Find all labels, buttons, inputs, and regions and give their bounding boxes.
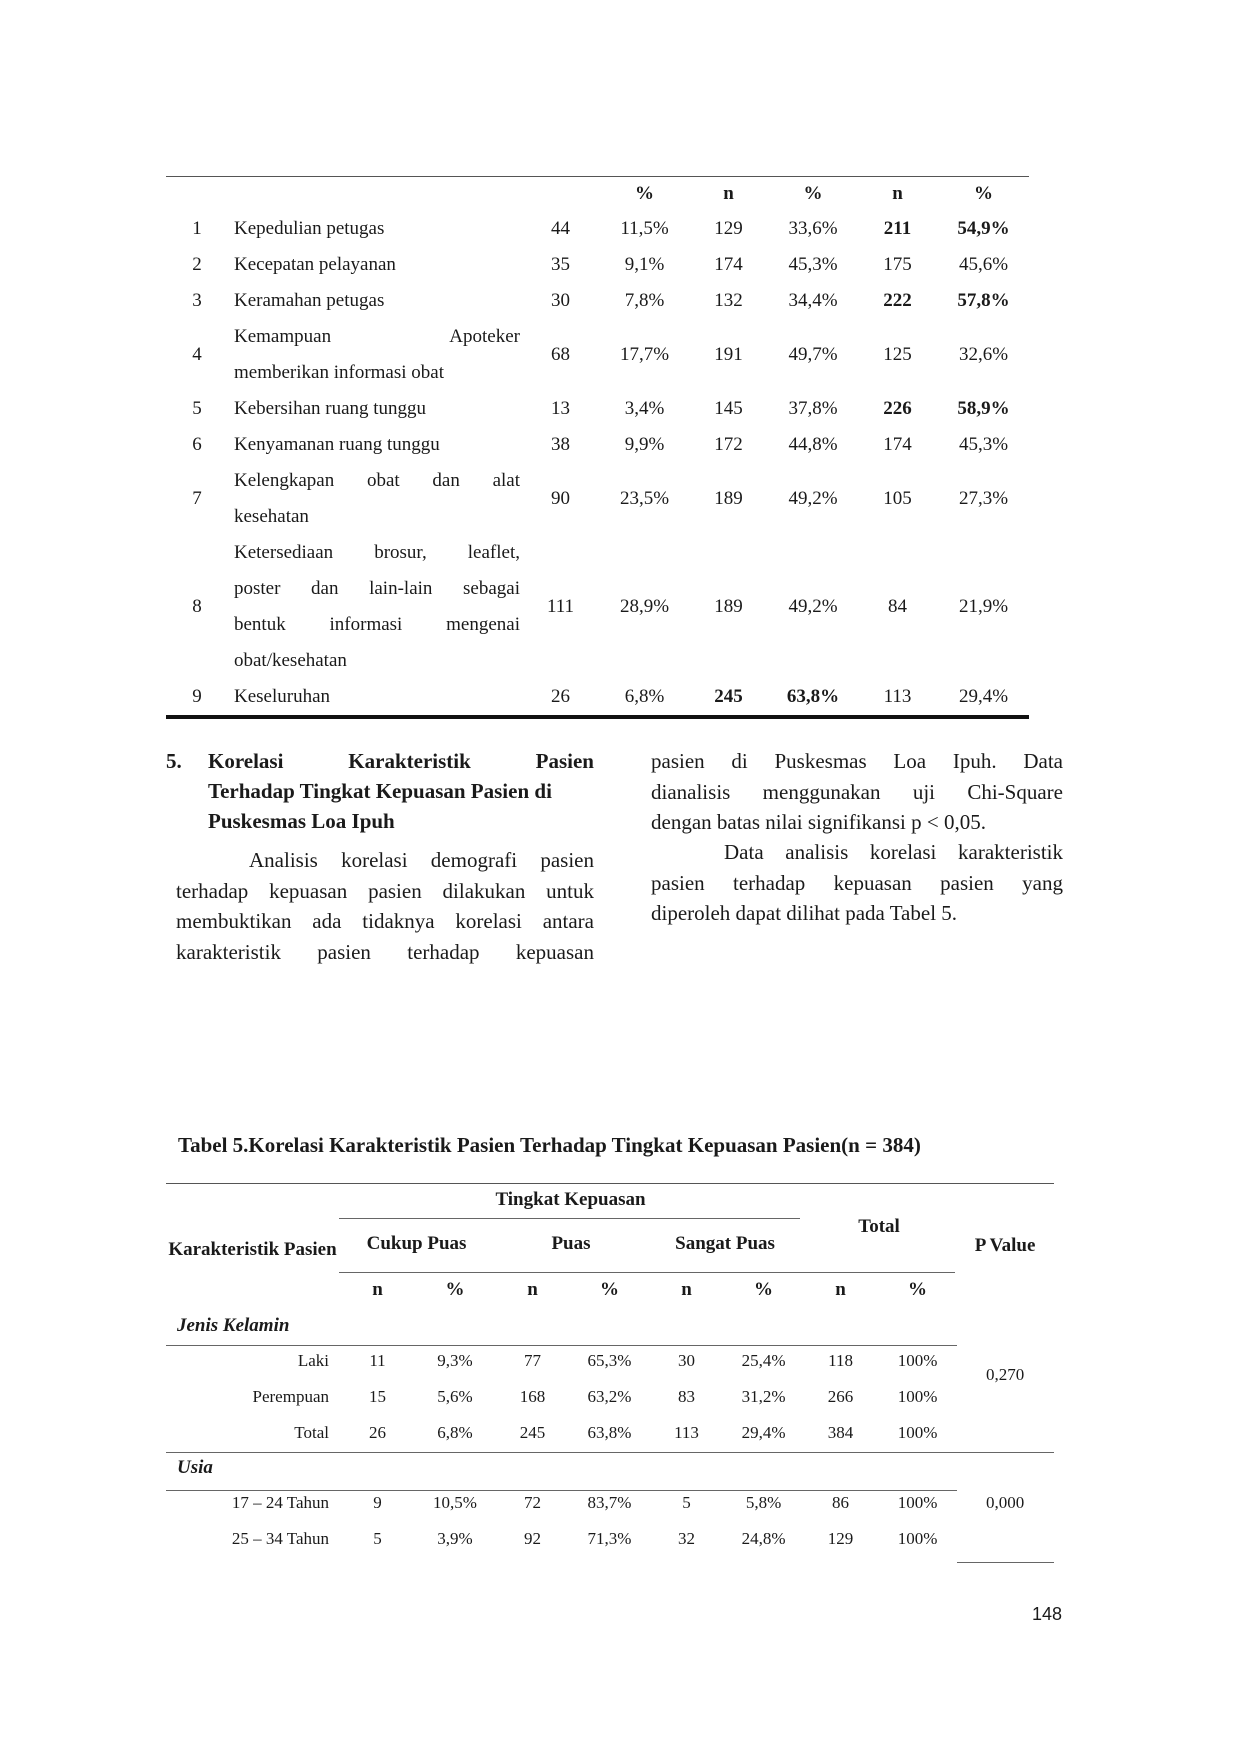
indicator-label-line: poster dan lain-lain sebagai	[234, 578, 520, 599]
value-cell: 266	[827, 1387, 854, 1406]
header-cell: %	[938, 177, 1029, 212]
header-tingkat-kepuasan: Tingkat Kepuasan	[495, 1189, 646, 1210]
indicator-label	[228, 427, 520, 463]
value-cell: 72	[524, 1493, 541, 1512]
header-p-value: P Value	[974, 1235, 1036, 1256]
row-label: 17 – 24 Tahun	[231, 1493, 329, 1512]
value-cell: 9,9%	[624, 434, 665, 455]
satisfaction-table-continued	[166, 176, 1029, 719]
value-cell: 189	[714, 488, 743, 509]
value-cell: 49,2%	[788, 488, 838, 509]
value-cell: 168	[519, 1387, 546, 1406]
value-cell: 174	[714, 254, 743, 275]
value-cell: 100%	[897, 1423, 938, 1442]
header-cukup-puas: Cukup Puas	[366, 1233, 467, 1254]
value-cell: 86	[832, 1493, 850, 1512]
value-cell: 31,2%	[741, 1387, 786, 1406]
paragraph-line: karakteristik pasien terhadap kepuasan	[176, 939, 594, 964]
table-row	[166, 535, 1029, 679]
value-cell: 34,4%	[788, 290, 838, 311]
value-cell: 23,5%	[619, 488, 670, 509]
subheader-cell: %	[445, 1279, 465, 1300]
row-number: 2	[192, 254, 202, 275]
p-value-cell: 0,000	[985, 1493, 1025, 1512]
value-cell: 63,8%	[769, 679, 857, 717]
indicator-label-line: obat/kesehatan	[234, 650, 347, 671]
value-cell: 45,3%	[958, 434, 1009, 455]
row-number: 3	[192, 290, 202, 311]
value-cell: 9,3%	[437, 1351, 473, 1370]
section-title-line: Korelasi Karakteristik Pasien	[208, 749, 594, 773]
paragraph-line: dianalisis menggunakan uji Chi-Square	[651, 779, 1063, 804]
table-row	[166, 463, 1029, 535]
table5-rule	[166, 1490, 957, 1491]
table-row	[166, 1379, 1054, 1415]
header-total: Total	[858, 1216, 900, 1237]
value-cell: 10,5%	[433, 1493, 477, 1512]
indicator-label	[228, 535, 520, 679]
indicator-label-line: Kecepatan pelayanan	[234, 254, 396, 275]
row-label: Perempuan	[252, 1387, 329, 1406]
header-cell: %	[769, 177, 857, 212]
value-cell: 71,3%	[587, 1529, 632, 1548]
row-label: 25 – 34 Tahun	[231, 1529, 329, 1548]
subheader-cell: %	[908, 1279, 928, 1300]
value-cell: 37,8%	[788, 398, 838, 419]
row-number: 8	[192, 596, 202, 617]
paragraph-line: diperoleh dapat dilihat pada Tabel 5.	[651, 901, 958, 925]
row-number: 1	[192, 218, 202, 239]
paragraph-line: Data analisis korelasi karakteristik	[724, 840, 1063, 864]
row-number: 5	[192, 398, 202, 419]
value-cell: 100%	[897, 1493, 938, 1512]
value-cell: 145	[714, 398, 743, 419]
value-cell: 77	[524, 1351, 541, 1370]
indicator-label-line: memberikan informasi obat	[234, 362, 444, 383]
value-cell: 28,9%	[619, 596, 670, 617]
table5-rule	[339, 1218, 800, 1219]
paragraph-line: membuktikan ada tidaknya korelasi antara	[176, 909, 594, 933]
left-paragraph	[176, 845, 594, 967]
value-cell: 63,2%	[587, 1387, 632, 1406]
section-title-line: Terhadap Tingkat Kepuasan Pasien di	[208, 779, 552, 803]
group-row	[166, 1451, 1054, 1485]
value-cell: 113	[674, 1423, 699, 1442]
value-cell: 5,6%	[437, 1387, 473, 1406]
value-cell: 11	[369, 1351, 386, 1370]
value-cell: 54,9%	[957, 218, 1010, 239]
row-label: Total	[294, 1423, 329, 1442]
value-cell: 26	[369, 1423, 386, 1442]
table-row	[166, 211, 1029, 247]
value-cell: 29,4%	[741, 1423, 786, 1442]
value-cell: 129	[827, 1529, 854, 1548]
subheader-cell: %	[600, 1279, 619, 1300]
row-number: 9	[166, 679, 228, 717]
value-cell: 24,8%	[741, 1529, 786, 1548]
header-cell: %	[601, 177, 688, 212]
indicator-label-line: Kemampuan Apoteker	[234, 326, 520, 347]
value-cell: 6,8%	[437, 1423, 473, 1442]
row-label: Laki	[297, 1351, 329, 1370]
value-cell: 5,8%	[745, 1493, 782, 1512]
indicator-label-line: Keramahan petugas	[234, 290, 385, 311]
value-cell: 13	[551, 398, 570, 419]
value-cell: 92	[524, 1529, 541, 1548]
table5-rule	[957, 1562, 1054, 1563]
value-cell: 189	[714, 596, 743, 617]
paragraph-line: pasien terhadap kepuasan pasien yang	[651, 870, 1063, 895]
indicator-label-line: Keseluruhan	[234, 686, 331, 707]
value-cell: 100%	[897, 1351, 938, 1370]
subheader-cell: n	[527, 1279, 538, 1300]
value-cell: 226	[883, 398, 912, 419]
value-cell: 27,3%	[958, 488, 1009, 509]
table-row	[166, 1343, 1054, 1379]
header-sangat-puas: Sangat Puas	[675, 1233, 775, 1254]
group-label: Usia	[177, 1457, 213, 1478]
table-row	[166, 319, 1029, 391]
value-cell: 49,7%	[788, 344, 838, 365]
value-cell: 384	[827, 1423, 854, 1442]
group-label: Jenis Kelamin	[177, 1315, 290, 1336]
value-cell: 68	[551, 344, 570, 365]
table5-caption: Tabel 5.Korelasi Karakteristik Pasien Terhadap Tingkat Kepuasan Pasien(n = 384)	[178, 1133, 921, 1157]
value-cell: 30	[551, 290, 570, 311]
group-spacer	[956, 1309, 1054, 1343]
indicator-label-line: kesehatan	[234, 506, 309, 527]
paragraph-line: terhadap kepuasan pasien dilakukan untuk	[176, 878, 594, 903]
header-cell: n	[857, 177, 938, 212]
group-spacer	[956, 1451, 1054, 1485]
subheader-cell: n	[372, 1279, 383, 1300]
indicator-label	[228, 463, 520, 535]
value-cell: 125	[883, 344, 912, 365]
value-cell: 172	[714, 434, 743, 455]
value-cell: 58,9%	[957, 398, 1010, 419]
table5-rule	[339, 1272, 955, 1273]
indicator-label	[228, 283, 520, 319]
value-cell: 26	[520, 679, 601, 717]
value-cell: 7,8%	[624, 290, 665, 311]
value-cell: 9,1%	[624, 254, 665, 275]
header-cell: n	[688, 177, 769, 212]
indicator-label-line: Kebersihan ruang tunggu	[234, 398, 427, 419]
right-paragraph-2	[651, 837, 1063, 929]
subheader-cell: n	[681, 1279, 692, 1300]
section-title-line: Puskesmas Loa Ipuh	[208, 809, 395, 833]
value-cell: 105	[883, 488, 912, 509]
page-number: 148	[1032, 1604, 1063, 1624]
value-cell: 245	[688, 679, 769, 717]
value-cell: 11,5%	[620, 218, 669, 239]
value-cell: 17,7%	[619, 344, 670, 365]
value-cell: 38	[551, 434, 570, 455]
value-cell: 45,6%	[958, 254, 1009, 275]
table5-rule	[166, 1452, 1054, 1453]
table-row	[166, 391, 1029, 427]
value-cell: 175	[883, 254, 912, 275]
value-cell: 111	[546, 596, 575, 617]
value-cell: 100%	[897, 1529, 938, 1548]
table-row	[166, 1415, 1054, 1451]
paragraph-line: pasien di Puskesmas Loa Ipuh. Data	[651, 749, 1063, 773]
paragraph-line: dengan batas nilai signifikansi p < 0,05.	[651, 810, 986, 834]
indicator-label-line: Kepedulian petugas	[234, 218, 385, 239]
value-cell: 29,4%	[938, 679, 1029, 717]
indicator-label	[228, 679, 520, 717]
group-row	[166, 1309, 1054, 1343]
value-cell: 5	[682, 1493, 691, 1512]
subheader-cell: %	[754, 1279, 774, 1300]
value-cell: 21,9%	[958, 596, 1009, 617]
value-cell: 118	[828, 1351, 853, 1370]
header-puas: Puas	[551, 1233, 591, 1254]
indicator-label	[228, 319, 520, 391]
right-paragraph-1	[651, 746, 1063, 838]
value-cell: 211	[883, 218, 912, 239]
value-cell: 49,2%	[788, 596, 838, 617]
table-row	[166, 283, 1029, 319]
value-cell: 32,6%	[958, 344, 1009, 365]
indicator-label-line: Ketersediaan brosur, leaflet,	[234, 542, 520, 563]
value-cell: 84	[888, 596, 907, 617]
row-number: 6	[192, 434, 202, 455]
table-row	[166, 679, 1029, 717]
value-cell: 57,8%	[957, 290, 1010, 311]
indicator-label-line: bentuk informasi mengenai	[234, 614, 520, 635]
indicator-label	[228, 391, 520, 427]
value-cell: 129	[714, 218, 743, 239]
value-cell: 5	[373, 1529, 382, 1548]
value-cell: 113	[857, 679, 938, 717]
value-cell: 6,8%	[601, 679, 688, 717]
value-cell: 35	[551, 254, 570, 275]
value-cell: 90	[551, 488, 570, 509]
table5	[166, 1183, 1054, 1557]
value-cell: 83	[678, 1387, 695, 1406]
value-cell: 44,8%	[788, 434, 838, 455]
value-cell: 100%	[897, 1387, 938, 1406]
value-cell: 65,3%	[587, 1351, 632, 1370]
table-row	[166, 247, 1029, 283]
value-cell: 245	[519, 1423, 546, 1442]
p-value-cell: 0,270	[985, 1365, 1025, 1384]
value-cell: 174	[883, 434, 912, 455]
value-cell: 3,4%	[624, 398, 665, 419]
row-number: 4	[192, 344, 202, 365]
section-heading	[166, 746, 594, 836]
table-row	[166, 427, 1029, 463]
value-cell: 222	[883, 290, 912, 311]
indicator-label	[228, 211, 520, 247]
section-number: 5.	[166, 749, 182, 773]
value-cell: 32	[678, 1529, 695, 1548]
value-cell: 191	[714, 344, 743, 365]
subheader-cell: n	[835, 1279, 846, 1300]
value-cell: 9	[373, 1493, 382, 1512]
value-cell: 33,6%	[788, 218, 838, 239]
indicator-label	[228, 247, 520, 283]
table-row	[166, 1521, 1054, 1557]
paragraph-line: Analisis korelasi demografi pasien	[249, 848, 594, 872]
value-cell: 15	[369, 1387, 386, 1406]
table5-rule	[166, 1345, 957, 1346]
table-header-row	[166, 177, 1029, 212]
value-cell: 25,4%	[741, 1351, 786, 1370]
value-cell: 44	[551, 218, 570, 239]
value-cell: 63,8%	[587, 1423, 632, 1442]
header-karakteristik: Karakteristik Pasien	[168, 1239, 337, 1260]
value-cell: 83,7%	[587, 1493, 632, 1512]
indicator-label-line: Kenyamanan ruang tunggu	[234, 434, 440, 455]
value-cell: 30	[678, 1351, 695, 1370]
row-number: 7	[192, 488, 202, 509]
value-cell: 45,3%	[788, 254, 838, 275]
value-cell: 3,9%	[437, 1529, 473, 1548]
indicator-label-line: Kelengkapan obat dan alat	[234, 470, 520, 491]
value-cell: 132	[714, 290, 743, 311]
